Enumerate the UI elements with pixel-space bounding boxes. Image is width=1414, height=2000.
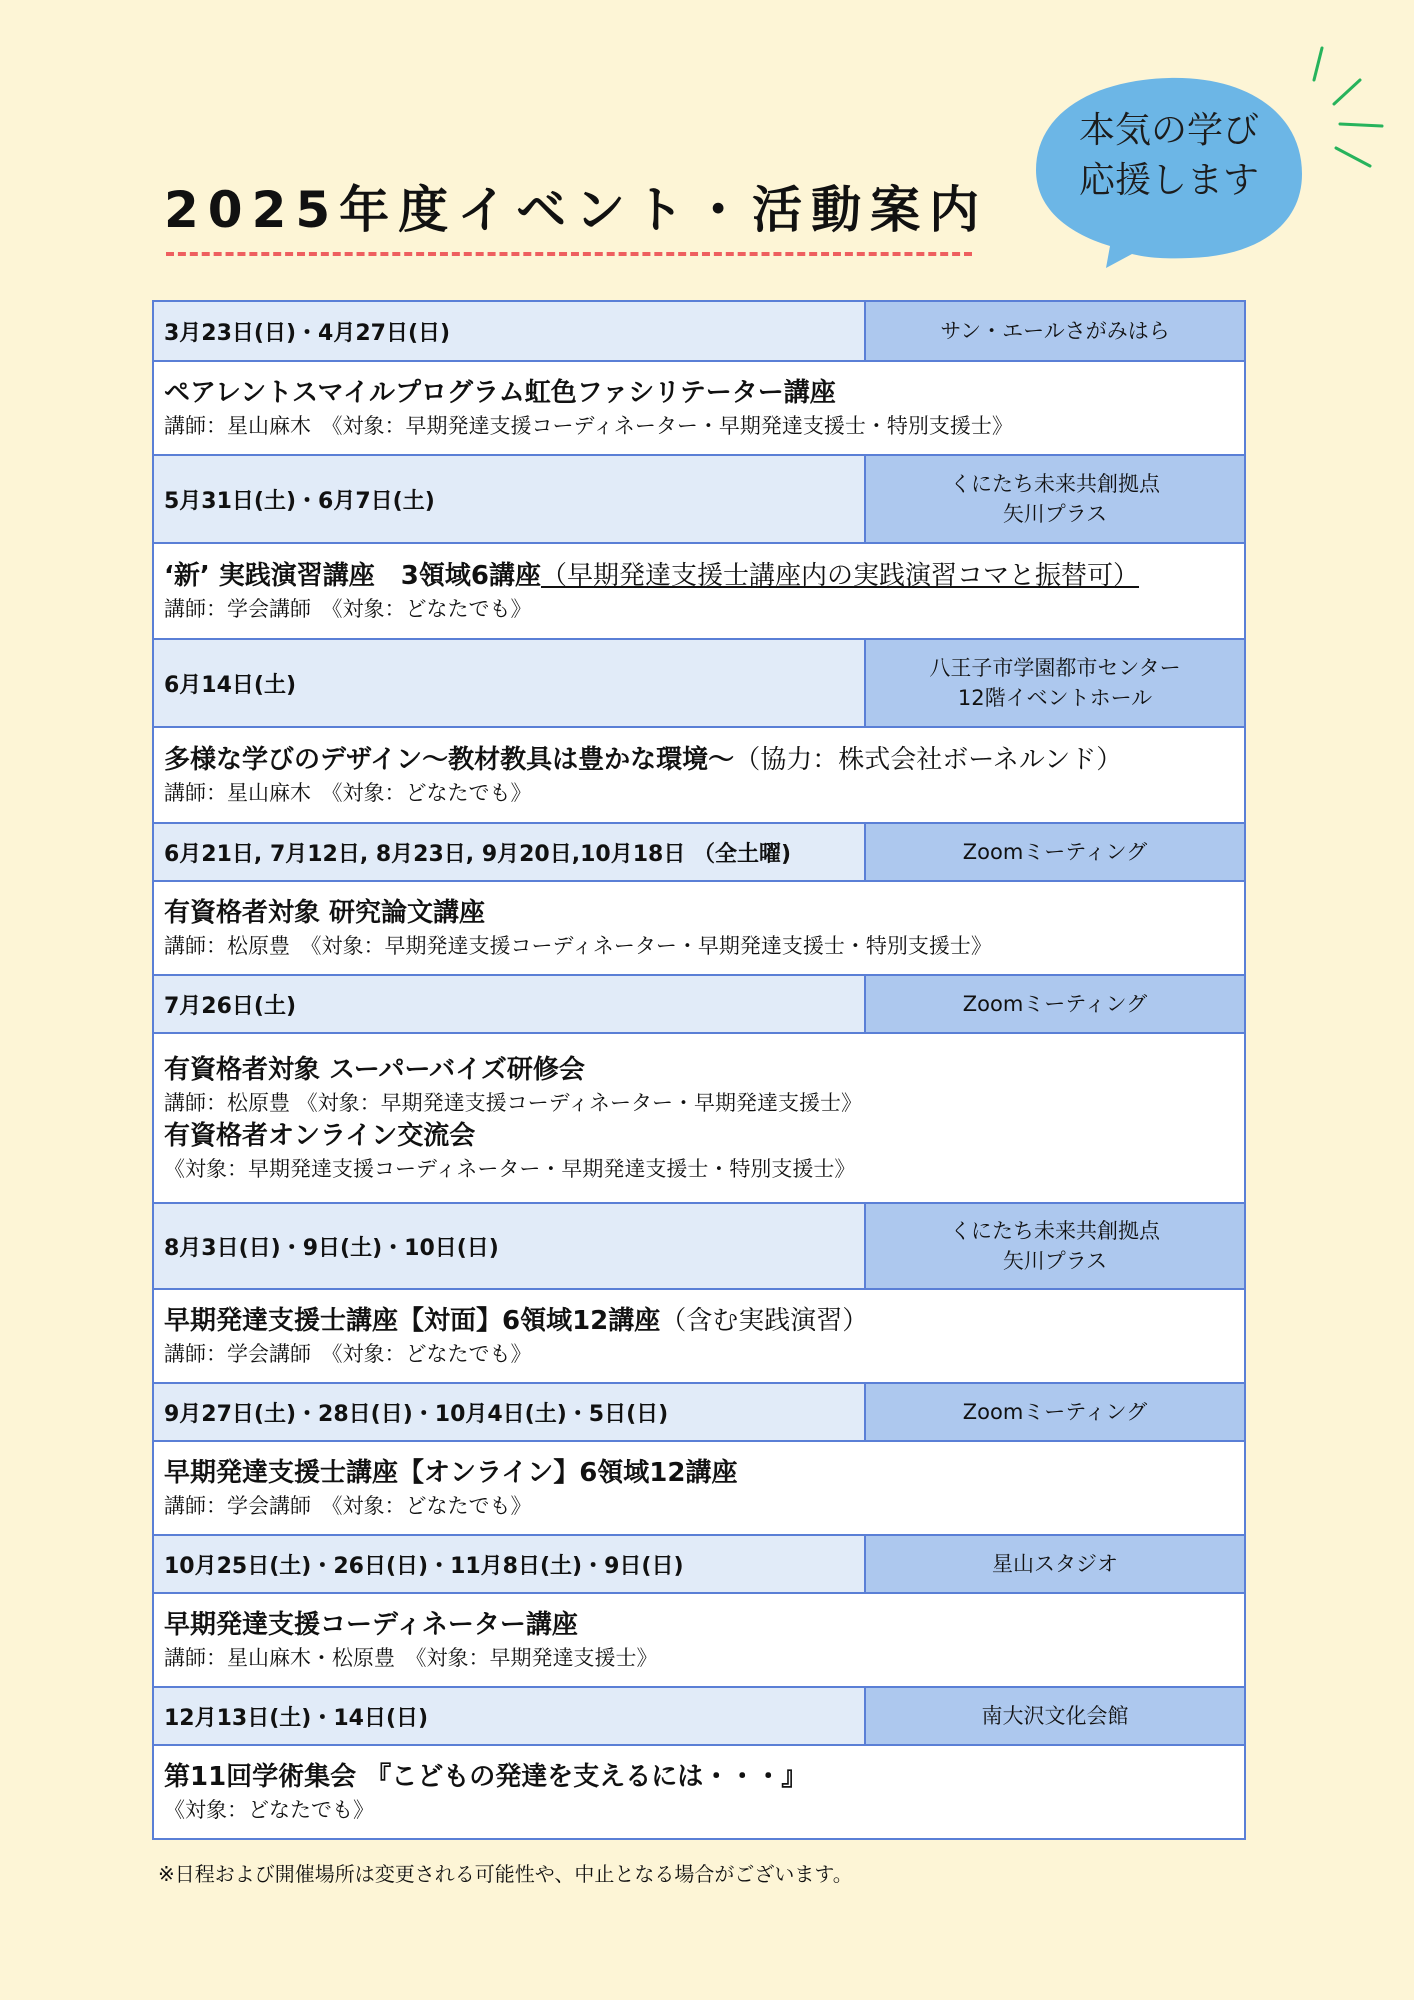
venue-line: Zoomミーティング — [962, 992, 1148, 1016]
event-title: 早期発達支援士講座【オンライン】6領域12講座 — [164, 1458, 738, 1488]
event-title: ‘新’ 実践演習講座 3領域6講座 — [164, 561, 541, 591]
event-date: 9月27日(土)・28日(日)・10月4日(土)・5日(日) — [154, 1384, 866, 1440]
event-title-line — [164, 558, 1234, 594]
event-title-note: （協力：株式会社ボーネルンド） — [734, 745, 1123, 775]
page-title: 2025年度イベント・活動案内 — [164, 181, 989, 239]
title-underline — [166, 252, 972, 256]
event-venue — [866, 1204, 1244, 1288]
event-details — [154, 544, 1244, 640]
event-instructor-target: 講師：星山麻木・松原豊 《対象：早期発達支援士》 — [164, 1646, 658, 1670]
event-title-note: （含む実践演習） — [660, 1306, 869, 1336]
event-venue — [866, 824, 1244, 880]
event-details — [154, 1594, 1244, 1688]
venue-line: くにたち未来共創拠点 — [950, 1219, 1160, 1243]
event-instructor-target: 講師：星山麻木 《対象：どなたでも》 — [164, 781, 532, 805]
venue-line: サン・エールさがみはら — [940, 319, 1170, 343]
event-title: 有資格者対象 研究論文講座 — [164, 898, 486, 928]
venue-line: 矢川プラス — [1002, 1249, 1108, 1273]
event-date: 10月25日(土)・26日(日)・11月8日(土)・9日(日) — [154, 1536, 866, 1592]
event-details — [154, 362, 1244, 456]
event-instructor-target: 講師：星山麻木 《対象：早期発達支援コーディネーター・早期発達支援士・特別支援士》 — [164, 414, 1013, 438]
event-title-line — [164, 1303, 1234, 1339]
event-date: 5月31日(土)・6月7日(土) — [154, 456, 866, 542]
schedule-disclaimer: ※日程および開催場所は変更される可能性や、中止となる場合がございます。 — [158, 1862, 853, 1886]
event-date-row — [154, 1536, 1244, 1594]
event-date-row — [154, 302, 1244, 362]
event-details — [154, 882, 1244, 976]
event-details — [154, 1442, 1244, 1536]
event-venue — [866, 640, 1244, 726]
event-title: 多様な学びのデザイン〜教材教具は豊かな環境〜 — [164, 745, 735, 775]
venue-line: 八王子市学園都市センター — [929, 656, 1181, 680]
venue-line: 星山スタジオ — [992, 1552, 1118, 1576]
event-title: 早期発達支援士講座【対面】6領域12講座 — [164, 1306, 661, 1336]
venue-line: くにたち未来共創拠点 — [950, 472, 1160, 496]
event-date: 3月23日(日)・4月27日(日) — [154, 302, 866, 360]
event-title-2: 有資格者オンライン交流会 — [164, 1121, 476, 1151]
event-instructor-target: 講師：松原豊 《対象：早期発達支援コーディネーター・早期発達支援士・特別支援士》 — [164, 934, 992, 958]
event-venue — [866, 1536, 1244, 1592]
event-instructor-target: 《対象：どなたでも》 — [164, 1798, 374, 1822]
event-date: 8月3日(日)・9日(土)・10日(日) — [154, 1204, 866, 1288]
venue-line: 南大沢文化会館 — [981, 1704, 1129, 1728]
event-date: 12月13日(土)・14日(日) — [154, 1688, 866, 1744]
event-date-row — [154, 824, 1244, 882]
event-title-line — [164, 742, 1234, 778]
event-details — [154, 1034, 1244, 1204]
event-date-row — [154, 1204, 1244, 1290]
event-instructor-target: 講師：学会講師 《対象：どなたでも》 — [164, 1494, 532, 1518]
event-instructor-target: 講師：学会講師 《対象：どなたでも》 — [164, 597, 532, 621]
event-details — [154, 1746, 1244, 1838]
event-date: 7月26日(土) — [154, 976, 866, 1032]
event-date-row — [154, 1688, 1244, 1746]
event-title: 有資格者対象 スーパーバイズ研修会 — [164, 1055, 585, 1085]
event-instructor-target: 講師：学会講師 《対象：どなたでも》 — [164, 1342, 532, 1366]
event-title: 早期発達支援コーディネーター講座 — [164, 1610, 578, 1640]
event-date-row — [154, 976, 1244, 1034]
bubble-line-1: 本気の学び — [1078, 110, 1259, 151]
event-venue — [866, 976, 1244, 1032]
event-date-row — [154, 456, 1244, 544]
event-date-row — [154, 640, 1244, 728]
bubble-line-2: 応援します — [1078, 160, 1259, 201]
event-venue — [866, 1384, 1244, 1440]
speech-bubble — [1030, 70, 1308, 270]
event-venue — [866, 456, 1244, 542]
event-target-2: 《対象：早期発達支援コーディネーター・早期発達支援士・特別支援士》 — [164, 1157, 856, 1181]
venue-line: 矢川プラス — [1002, 502, 1108, 526]
event-title: ペアレントスマイルプログラム虹色ファシリテーター講座 — [164, 378, 836, 408]
event-date: 6月14日(土) — [154, 640, 866, 726]
venue-line: Zoomミーティング — [962, 840, 1148, 864]
venue-line: Zoomミーティング — [962, 1400, 1148, 1424]
event-date: 6月21日, 7月12日, 8月23日, 9月20日,10月18日 （全土曜) — [154, 824, 866, 880]
event-venue — [866, 302, 1244, 360]
emphasis-rays-icon — [1300, 40, 1400, 170]
event-venue — [866, 1688, 1244, 1744]
event-date-row — [154, 1384, 1244, 1442]
event-instructor-target: 講師：松原豊 《対象：早期発達支援コーディネーター・早期発達支援士》 — [164, 1091, 862, 1115]
event-schedule-table — [152, 300, 1246, 1840]
event-details — [154, 1290, 1244, 1384]
event-details — [154, 728, 1244, 824]
event-title: 第11回学術集会 『こどもの発達を支えるには・・・』 — [164, 1762, 808, 1792]
venue-line: 12階イベントホール — [957, 686, 1153, 710]
event-title-note: （早期発達支援士講座内の実践演習コマと振替可） — [541, 561, 1140, 591]
